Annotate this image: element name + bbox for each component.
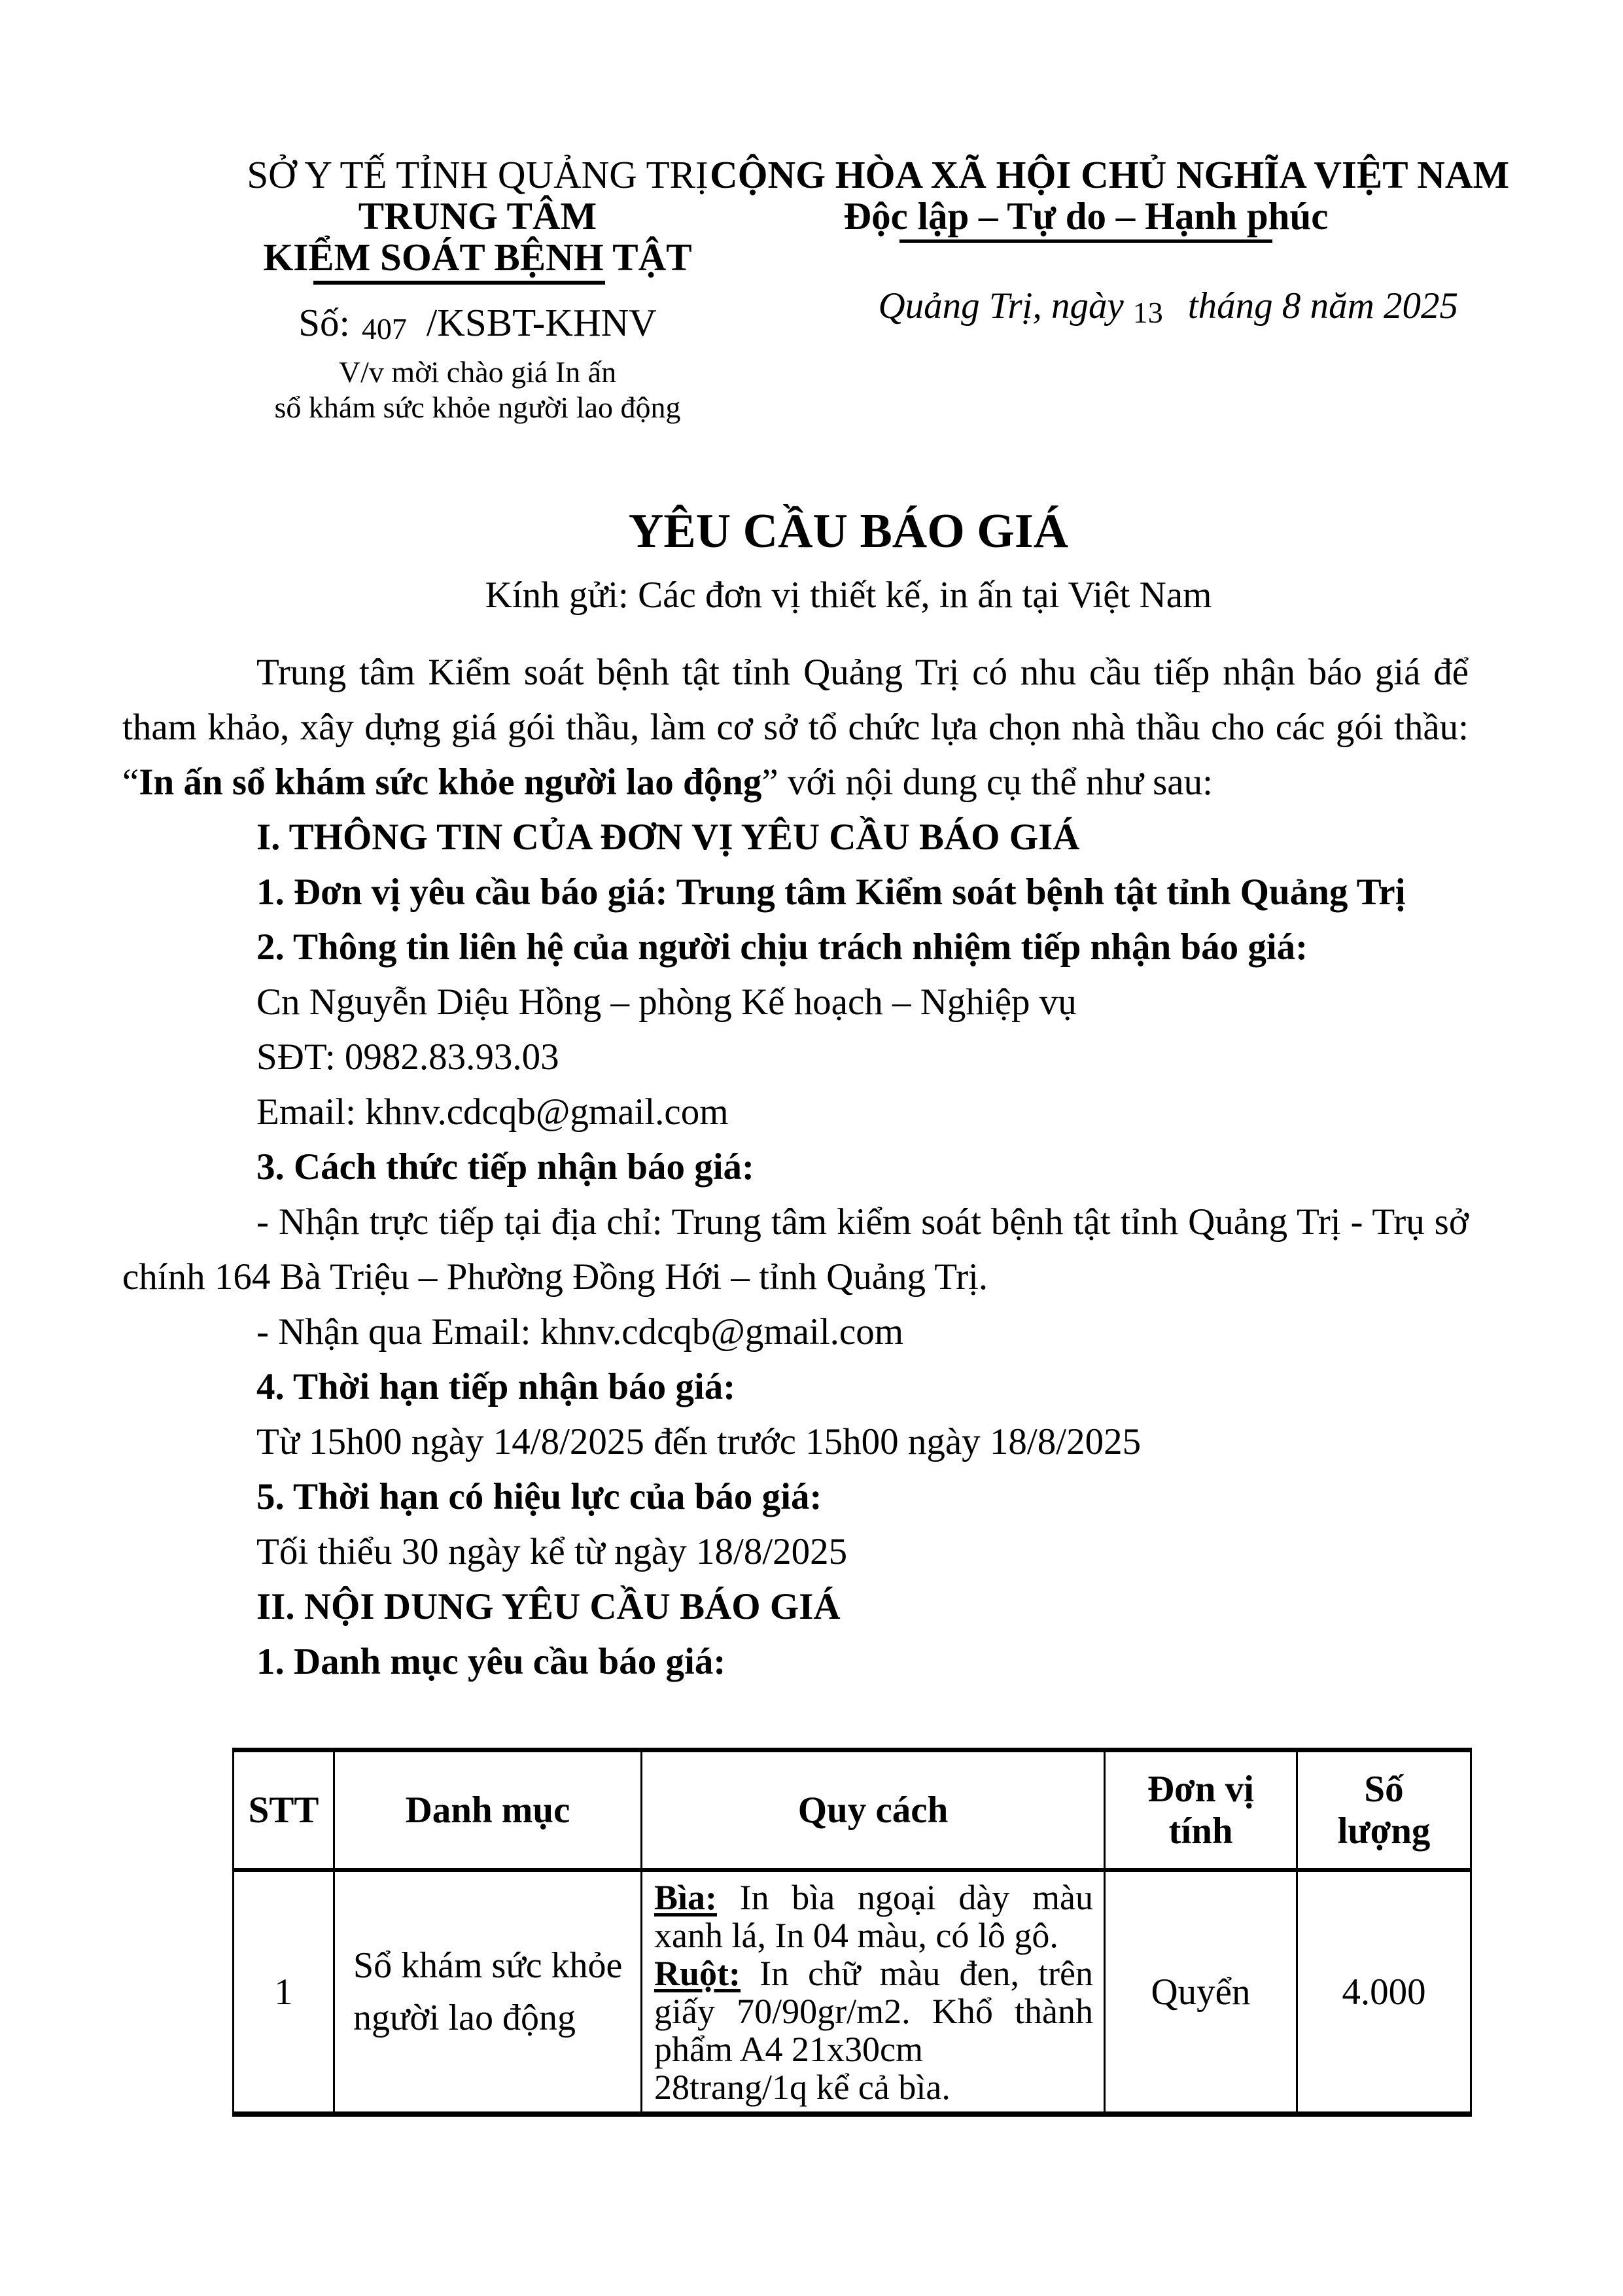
motto-underline [899, 239, 1272, 243]
table-header-stt: STT [234, 1750, 334, 1871]
org-name-line-2: KIỂM SOÁT BỆNH TẬT [263, 236, 692, 279]
table-header-danh-muc: Danh mục [334, 1750, 642, 1871]
table-header-quy-cach: Quy cách [642, 1750, 1105, 1871]
intro-package-name: In ấn sổ khám sức khỏe người lao động [139, 762, 762, 803]
deadline-text: Từ 15h00 ngày 14/8/2025 đến trước 15h00 ngày 18/8/2025 [256, 1421, 1142, 1462]
quotation-table [232, 1748, 1472, 2117]
parent-org-name: SỞ Y TẾ TỈNH QUẢNG TRỊ [247, 153, 708, 196]
receive-method-heading: 3. Cách thức tiếp nhận báo giá: [256, 1146, 755, 1188]
table-row [234, 1870, 1471, 2114]
cell-stt: 1 [234, 1870, 334, 2114]
section-ii-heading: II. NỘI DUNG YÊU CẦU BÁO GIÁ [256, 1586, 841, 1627]
spec-cover [654, 1879, 1093, 1954]
document-number-line [222, 300, 733, 345]
cell-quy-cach [642, 1870, 1105, 2114]
org-name-underline [313, 281, 605, 285]
subject-line-1: V/v mời chào giá In ấn [338, 355, 617, 389]
document-number-suffix: /KSBT-KHNV [426, 301, 657, 344]
requesting-unit-line: 1. Đơn vị yêu cầu báo giá: Trung tâm Kiểm soát bệnh tật tỉnh Quảng Trị [256, 872, 1406, 913]
table-header-so-luong: Số lượng [1297, 1750, 1471, 1871]
spec-cover-text: In bìa ngoại dày màu xanh lá, In 04 màu, có lô gô. [654, 1878, 1093, 1955]
subject-line-2: sổ khám sức khỏe người lao động [274, 391, 681, 424]
document-number-label: Số: [298, 301, 350, 344]
date-day-value: 13 [1132, 296, 1163, 329]
place-date-line [710, 285, 1462, 327]
spec-inner-label: Ruột: [654, 1954, 741, 1993]
document-body [0, 501, 1623, 2117]
date-suffix: tháng 8 năm 2025 [1187, 285, 1458, 327]
cell-don-vi-tinh: Quyển [1105, 1870, 1297, 2114]
intro-text-1: Trung tâm Kiểm soát bệnh tật tỉnh Quảng Trị có nhu cầu tiếp nhận báo giá để tham khảo, xây dựng giá gói thầu, làm cơ sở tổ chức lựa chọn nhà thầu cho các gói thầu: “ [122, 652, 1469, 803]
document-number-value: 407 [361, 312, 407, 345]
contact-heading: 2. Thông tin liên hệ của người chịu trách nhiệm tiếp nhận báo giá: [256, 927, 1308, 968]
national-header: CỘNG HÒA XÃ HỘI CHỦ NGHĨA VIỆT NAM [710, 153, 1510, 196]
spec-pages: 28trang/1q kể cả bìa. [654, 2068, 951, 2107]
validity-text: Tối thiểu 30 ngày kể từ ngày 18/8/2025 [256, 1531, 848, 1572]
validity-heading: 5. Thời hạn có hiệu lực của báo giá: [256, 1476, 822, 1517]
spec-inner-text: In chữ màu đen, trên giấy 70/90gr/m2. Khổ thành phẩm A4 21x30cm [654, 1954, 1093, 2069]
national-motto-block [710, 153, 1510, 329]
contact-phone: SĐT: 0982.83.93.03 [256, 1036, 559, 1078]
table-header-row [234, 1750, 1471, 1871]
document-title: YÊU CẦU BÁO GIÁ [628, 504, 1069, 558]
spec-cover-label: Bìa: [654, 1878, 718, 1917]
salutation-line: Kính gửi: Các đơn vị thiết kế, in ấn tại Việt Nam [485, 574, 1212, 616]
section-i-heading: I. THÔNG TIN CỦA ĐƠN VỊ YÊU CẦU BÁO GIÁ [256, 817, 1080, 858]
contact-name: Cn Nguyễn Diệu Hồng – phòng Kế hoạch – Nghiệp vụ [256, 981, 1077, 1023]
intro-text-2: ” với nội dung cụ thể như sau: [761, 762, 1213, 803]
cell-so-luong: 4.000 [1297, 1870, 1471, 2114]
receive-email-line: - Nhận qua Email: khnv.cdcqb@gmail.com [256, 1311, 904, 1352]
motto-line: Độc lập – Tự do – Hạnh phúc [843, 194, 1329, 238]
list-heading: 1. Danh mục yêu cầu báo giá: [256, 1641, 726, 1682]
table-header-don-vi-tinh: Đơn vị tính [1105, 1750, 1297, 1871]
spec-inner [654, 1954, 1093, 2068]
date-prefix: Quảng Trị, ngày [878, 285, 1124, 327]
cell-danh-muc: Sổ khám sức khỏe người lao động [334, 1870, 642, 2114]
receive-direct-line: - Nhận trực tiếp tại địa chỉ: Trung tâm kiểm soát bệnh tật tỉnh Quảng Trị - Trụ sở chính 164 Bà Triệu – Phường Đồng Hới – tỉnh Quảng Trị. [122, 1201, 1469, 1298]
intro-paragraph [122, 645, 1469, 810]
deadline-heading: 4. Thời hạn tiếp nhận báo giá: [256, 1366, 736, 1407]
org-name-line-1: TRUNG TÂM [358, 194, 597, 238]
issuing-org-block [222, 154, 733, 425]
contact-email: Email: khnv.cdcqb@gmail.com [256, 1091, 729, 1133]
